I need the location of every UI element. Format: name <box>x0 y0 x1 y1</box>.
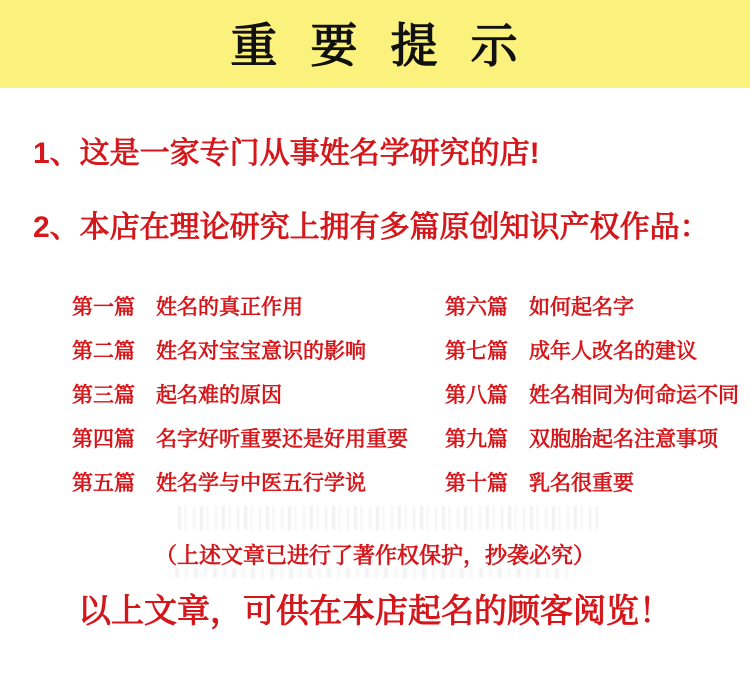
article-row <box>445 473 739 495</box>
article-index: 第七篇 <box>445 340 508 363</box>
article-index: 第八篇 <box>445 384 508 407</box>
notice-banner <box>0 0 750 88</box>
article-title: 起名难的原因 <box>156 384 282 407</box>
article-row <box>72 385 412 407</box>
article-column-right <box>445 297 739 495</box>
copyright-note: （上述文章已进行了著作权保护，抄袭必究） <box>154 543 595 568</box>
article-index: 第三篇 <box>72 384 135 407</box>
article-index: 第九篇 <box>445 428 508 451</box>
article-title: 姓名相同为何命运不同 <box>529 384 739 407</box>
article-list <box>0 297 750 495</box>
ghost-echo-band <box>175 568 575 578</box>
intro-line-2: 2、本店在理论研究上拥有多篇原创知识产权作品： <box>33 211 710 244</box>
article-title: 名字好听重要还是好用重要 <box>156 428 408 451</box>
watermark-ghost-band <box>178 506 598 530</box>
article-title: 姓名学与中医五行学说 <box>156 472 366 495</box>
article-row <box>72 473 412 495</box>
article-index: 第五篇 <box>72 472 135 495</box>
article-row <box>72 429 412 451</box>
article-title: 如何起名字 <box>529 296 634 319</box>
article-row <box>445 429 739 451</box>
article-index: 第二篇 <box>72 340 135 363</box>
article-index: 第十篇 <box>445 472 508 495</box>
article-title: 姓名对宝宝意识的影响 <box>156 340 366 363</box>
article-row <box>445 341 739 363</box>
article-column-left <box>72 297 412 495</box>
banner-title: 重 要 提 示 <box>230 18 520 72</box>
closing-line: 以上文章，可供在本店起名的顾客阅览！ <box>78 592 672 629</box>
article-index: 第六篇 <box>445 296 508 319</box>
article-title: 姓名的真正作用 <box>156 296 303 319</box>
article-row <box>72 341 412 363</box>
article-title: 成年人改名的建议 <box>529 340 697 363</box>
article-row <box>445 385 739 407</box>
article-row <box>445 297 739 319</box>
article-row <box>72 297 412 319</box>
article-index: 第四篇 <box>72 428 135 451</box>
article-title: 乳名很重要 <box>529 472 634 495</box>
intro-line-1: 1、这是一家专门从事姓名学研究的店! <box>33 137 540 170</box>
article-title: 双胞胎起名注意事项 <box>529 428 718 451</box>
article-index: 第一篇 <box>72 296 135 319</box>
